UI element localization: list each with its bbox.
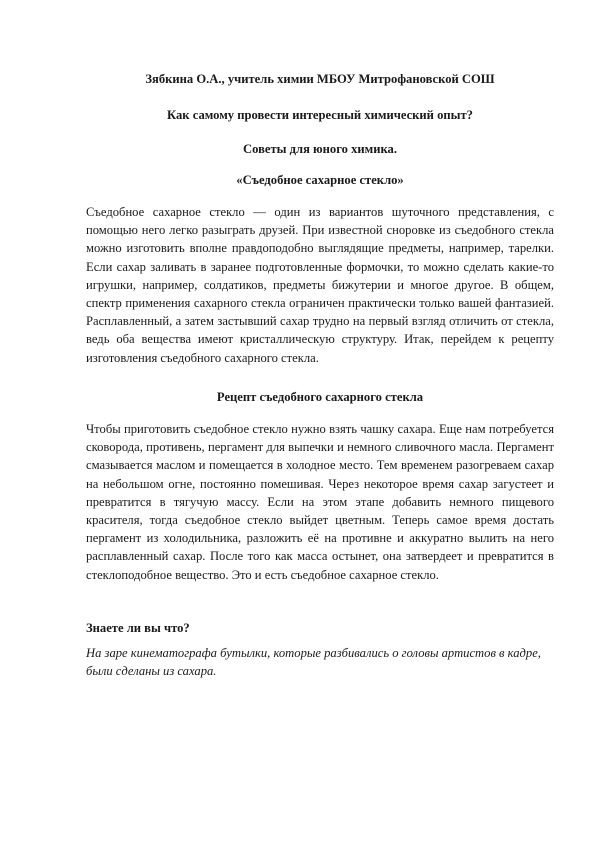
- fact-paragraph: На заре кинематографа бутылки, которые разбивались о головы артистов в кадре, были сделаны из сахара.: [86, 646, 541, 679]
- advice-line: Советы для юного химика.: [243, 142, 397, 156]
- document-title: «Съедобное сахарное стекло»: [236, 173, 404, 187]
- question-line: Как самому провести интересный химический опыт?: [167, 108, 473, 122]
- intro-paragraph: Съедобное сахарное стекло — один из вариантов шуточного представления, с помощью него легко разыграть друзей. При известной сноровке из съедобного стекла можно изготовить вполне правдоподобно выглядящие предметы, например, тарелки. Если сахар заливать в заранее подготовленные формочки, то можно сделать какие-то игрушки, например, солдатиков, предметы бижутерии и многое другое. В общем, спектр применения сахарного стекла ограничен практически только вашей фантазией. Расплавленный, а затем застывший сахар трудно на первый взгляд отличить от стекла, ведь оба вещества имеют кристаллическую структуру. Итак, перейдем к рецепту изготовления съедобного сахарного стекла.: [86, 205, 554, 365]
- recipe-heading: Рецепт съедобного сахарного стекла: [216, 390, 424, 404]
- author-line: Зябкина О.А., учитель химии МБОУ Митрофановской СОШ: [145, 72, 495, 86]
- recipe-paragraph: Чтобы приготовить съедобное стекло нужно взять чашку сахара. Еще нам потребуется сковорода, противень, пергамент для выпечки и немного сливочного масла. Пергамент смазывается маслом и помещается в холодное место. Тем временем разогреваем сахар на небольшом огне, постоянно помешивая. Через некоторое время сахар загустеет и превратится в тягучую массу. Если на этом этапе добавить немного пищевого красителя, тогда съедобное стекло выйдет цветным. Теперь самое время достать пергамент из холодильника, разложить её на противне и аккуратно вылить на него расплавленный сахар. После того как масса остынет, она затвердеет и превратится в стеклоподобное вещество. Это и есть съедобное сахарное стекло.: [86, 422, 554, 582]
- fact-heading: Знаете ли вы что?: [86, 621, 190, 635]
